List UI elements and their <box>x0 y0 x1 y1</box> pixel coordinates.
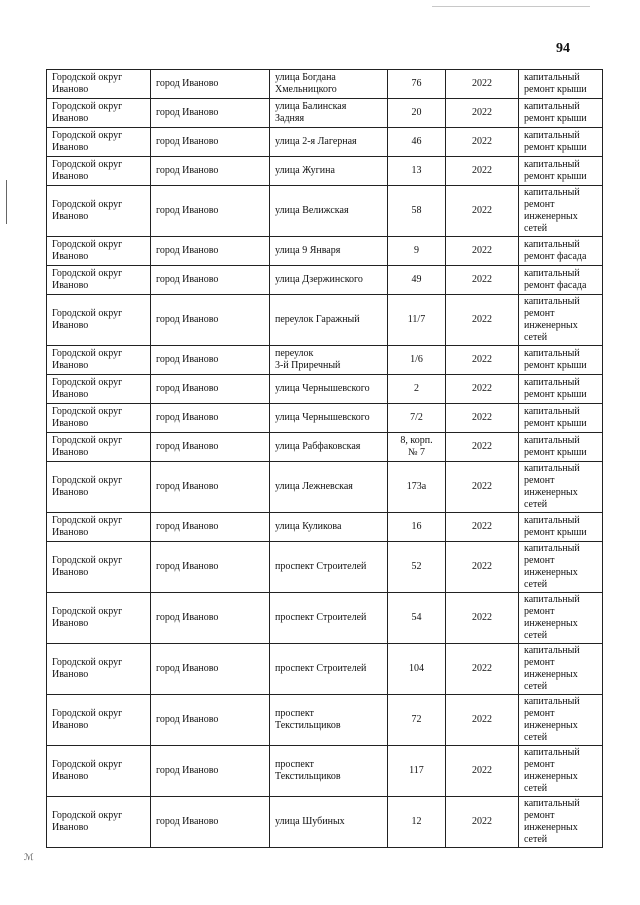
work-type-cell: капитальный ремонт крыши <box>519 128 603 157</box>
table-row <box>47 375 603 404</box>
table-row <box>47 433 603 462</box>
year-cell: 2022 <box>446 237 519 266</box>
district-cell: Городской округ Иваново <box>47 266 151 295</box>
work-type-cell: капитальный ремонт крыши <box>519 346 603 375</box>
table-row <box>47 99 603 128</box>
district-cell: Городской округ Иваново <box>47 462 151 513</box>
city-cell: город Иваново <box>151 404 270 433</box>
work-type-cell: капитальный ремонт крыши <box>519 99 603 128</box>
work-type-cell: капитальный ремонт фасада <box>519 237 603 266</box>
street-cell: переулок 3-й Приречный <box>270 346 388 375</box>
street-cell: улица Дзержинского <box>270 266 388 295</box>
district-cell: Городской округ Иваново <box>47 157 151 186</box>
table-row <box>47 266 603 295</box>
district-cell: Городской округ Иваново <box>47 404 151 433</box>
work-type-cell: капитальный ремонт крыши <box>519 70 603 99</box>
house-number-cell: 58 <box>388 186 446 237</box>
year-cell: 2022 <box>446 593 519 644</box>
house-number-cell: 52 <box>388 542 446 593</box>
work-type-cell: капитальный ремонт крыши <box>519 404 603 433</box>
city-cell: город Иваново <box>151 295 270 346</box>
city-cell: город Иваново <box>151 433 270 462</box>
city-cell: город Иваново <box>151 99 270 128</box>
year-cell: 2022 <box>446 746 519 797</box>
district-cell: Городской округ Иваново <box>47 70 151 99</box>
year-cell: 2022 <box>446 70 519 99</box>
house-number-cell: 72 <box>388 695 446 746</box>
city-cell: город Иваново <box>151 797 270 848</box>
work-type-cell: капитальный ремонт инженерных сетей <box>519 695 603 746</box>
city-cell: город Иваново <box>151 346 270 375</box>
table-row <box>47 70 603 99</box>
house-number-cell: 12 <box>388 797 446 848</box>
city-cell: город Иваново <box>151 70 270 99</box>
house-number-cell: 49 <box>388 266 446 295</box>
street-cell: улица Лежневская <box>270 462 388 513</box>
district-cell: Городской округ Иваново <box>47 295 151 346</box>
work-type-cell: капитальный ремонт инженерных сетей <box>519 746 603 797</box>
year-cell: 2022 <box>446 186 519 237</box>
street-cell: проспект Строителей <box>270 593 388 644</box>
table-row <box>47 128 603 157</box>
year-cell: 2022 <box>446 513 519 542</box>
work-type-cell: капитальный ремонт инженерных сетей <box>519 186 603 237</box>
district-cell: Городской округ Иваново <box>47 128 151 157</box>
year-cell: 2022 <box>446 375 519 404</box>
table-row <box>47 593 603 644</box>
scan-mark: ℳ <box>24 852 34 862</box>
street-cell: улица Велижская <box>270 186 388 237</box>
house-number-cell: 16 <box>388 513 446 542</box>
top-rule <box>432 6 590 7</box>
city-cell: город Иваново <box>151 128 270 157</box>
city-cell: город Иваново <box>151 237 270 266</box>
work-type-cell: капитальный ремонт инженерных сетей <box>519 797 603 848</box>
table-row <box>47 346 603 375</box>
page-number: 94 <box>556 41 570 56</box>
street-cell: улица Шубиных <box>270 797 388 848</box>
street-cell: улица 2-я Лагерная <box>270 128 388 157</box>
house-number-cell: 9 <box>388 237 446 266</box>
city-cell: город Иваново <box>151 513 270 542</box>
district-cell: Городской округ Иваново <box>47 695 151 746</box>
table-row <box>47 295 603 346</box>
table-row <box>47 404 603 433</box>
year-cell: 2022 <box>446 99 519 128</box>
street-cell: переулок Гаражный <box>270 295 388 346</box>
street-cell: улица Чернышевского <box>270 375 388 404</box>
street-cell: улица 9 Января <box>270 237 388 266</box>
street-cell: улица Жугина <box>270 157 388 186</box>
work-type-cell: капитальный ремонт инженерных сетей <box>519 593 603 644</box>
table-row <box>47 644 603 695</box>
house-number-cell: 117 <box>388 746 446 797</box>
table-row <box>47 462 603 513</box>
table-row <box>47 797 603 848</box>
street-cell: проспект Строителей <box>270 542 388 593</box>
district-cell: Городской округ Иваново <box>47 797 151 848</box>
table-row <box>47 746 603 797</box>
table-body <box>47 70 603 848</box>
city-cell: город Иваново <box>151 644 270 695</box>
house-number-cell: 20 <box>388 99 446 128</box>
city-cell: город Иваново <box>151 462 270 513</box>
margin-mark <box>6 180 7 224</box>
house-number-cell: 2 <box>388 375 446 404</box>
house-number-cell: 173а <box>388 462 446 513</box>
district-cell: Городской округ Иваново <box>47 99 151 128</box>
street-cell: улица Богдана Хмельницкого <box>270 70 388 99</box>
work-type-cell: капитальный ремонт крыши <box>519 513 603 542</box>
work-type-cell: капитальный ремонт фасада <box>519 266 603 295</box>
city-cell: город Иваново <box>151 593 270 644</box>
table-row <box>47 186 603 237</box>
work-type-cell: капитальный ремонт крыши <box>519 433 603 462</box>
city-cell: город Иваново <box>151 695 270 746</box>
street-cell: улица Куликова <box>270 513 388 542</box>
city-cell: город Иваново <box>151 375 270 404</box>
year-cell: 2022 <box>446 128 519 157</box>
house-number-cell: 76 <box>388 70 446 99</box>
work-type-cell: капитальный ремонт инженерных сетей <box>519 462 603 513</box>
house-number-cell: 104 <box>388 644 446 695</box>
year-cell: 2022 <box>446 644 519 695</box>
district-cell: Городской округ Иваново <box>47 375 151 404</box>
work-type-cell: капитальный ремонт инженерных сетей <box>519 542 603 593</box>
city-cell: город Иваново <box>151 266 270 295</box>
street-cell: проспект Строителей <box>270 644 388 695</box>
work-type-cell: капитальный ремонт инженерных сетей <box>519 295 603 346</box>
year-cell: 2022 <box>446 295 519 346</box>
year-cell: 2022 <box>446 695 519 746</box>
house-number-cell: 1/6 <box>388 346 446 375</box>
work-type-cell: капитальный ремонт инженерных сетей <box>519 644 603 695</box>
city-cell: город Иваново <box>151 746 270 797</box>
district-cell: Городской округ Иваново <box>47 542 151 593</box>
year-cell: 2022 <box>446 346 519 375</box>
year-cell: 2022 <box>446 157 519 186</box>
street-cell: улица Балинская Задняя <box>270 99 388 128</box>
district-cell: Городской округ Иваново <box>47 186 151 237</box>
district-cell: Городской округ Иваново <box>47 513 151 542</box>
district-cell: Городской округ Иваново <box>47 593 151 644</box>
year-cell: 2022 <box>446 797 519 848</box>
work-type-cell: капитальный ремонт крыши <box>519 375 603 404</box>
house-number-cell: 13 <box>388 157 446 186</box>
street-cell: улица Чернышевского <box>270 404 388 433</box>
year-cell: 2022 <box>446 266 519 295</box>
table-row <box>47 237 603 266</box>
street-cell: проспект Текстильщиков <box>270 695 388 746</box>
table-row <box>47 513 603 542</box>
house-number-cell: 11/7 <box>388 295 446 346</box>
year-cell: 2022 <box>446 542 519 593</box>
house-number-cell: 54 <box>388 593 446 644</box>
repair-program-table <box>46 69 603 848</box>
house-number-cell: 8, корп. № 7 <box>388 433 446 462</box>
table-row <box>47 542 603 593</box>
year-cell: 2022 <box>446 462 519 513</box>
city-cell: город Иваново <box>151 186 270 237</box>
table-row <box>47 157 603 186</box>
city-cell: город Иваново <box>151 542 270 593</box>
table-row <box>47 695 603 746</box>
year-cell: 2022 <box>446 433 519 462</box>
street-cell: проспект Текстильщиков <box>270 746 388 797</box>
work-type-cell: капитальный ремонт крыши <box>519 157 603 186</box>
year-cell: 2022 <box>446 404 519 433</box>
district-cell: Городской округ Иваново <box>47 433 151 462</box>
district-cell: Городской округ Иваново <box>47 644 151 695</box>
city-cell: город Иваново <box>151 157 270 186</box>
district-cell: Городской округ Иваново <box>47 746 151 797</box>
district-cell: Городской округ Иваново <box>47 346 151 375</box>
house-number-cell: 7/2 <box>388 404 446 433</box>
street-cell: улица Рабфаковская <box>270 433 388 462</box>
house-number-cell: 46 <box>388 128 446 157</box>
district-cell: Городской округ Иваново <box>47 237 151 266</box>
